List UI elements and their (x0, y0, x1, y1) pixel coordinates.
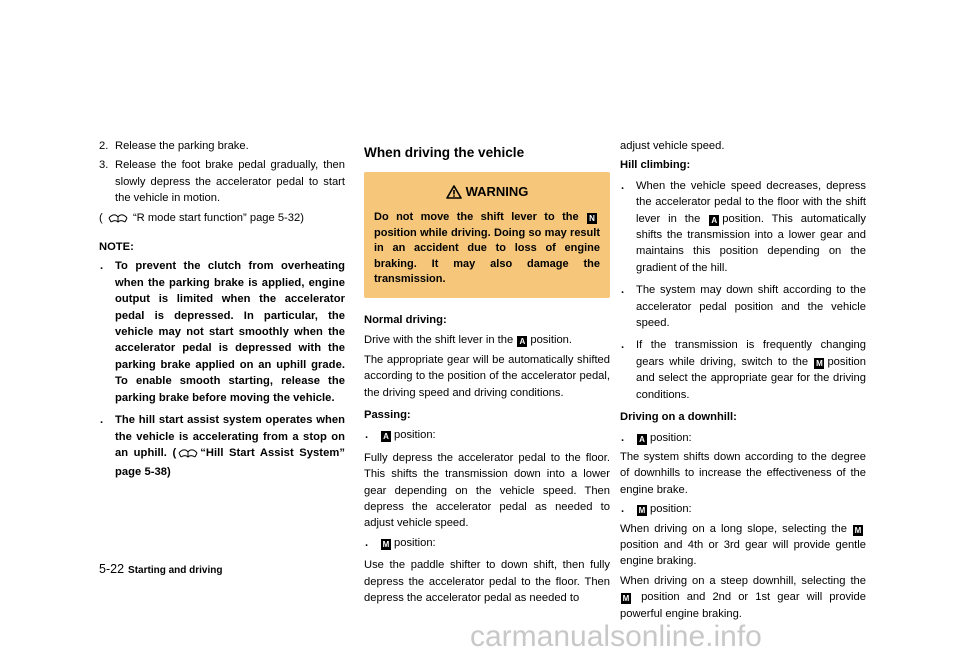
text: When the vehicle speed decreases, depress the accelerator pedal to the floor with the shift lever in the (636, 179, 866, 225)
reference-link[interactable]: “R mode start function” page 5-32) (132, 211, 304, 224)
note-item (99, 412, 345, 481)
text: position: (650, 503, 692, 516)
shift-key-badge: A (709, 215, 719, 226)
subheading: Driving on a downhill: (620, 411, 737, 424)
page-number: 5-22 (99, 562, 125, 576)
text: The system may down shift according to the accelerator pedal position and the vehicle speed. (636, 284, 866, 330)
text: position while driving. Doing so may result in an accident due to loss of engine braking. It may also damage the transmission. (374, 226, 600, 286)
bullet: . (621, 503, 625, 516)
step-2 (99, 138, 345, 154)
step-text: Release the parking brake. (115, 140, 249, 152)
column-right (620, 138, 866, 625)
list-item (620, 501, 866, 517)
paragraph (620, 573, 866, 622)
subheading: Normal driving: (364, 313, 447, 326)
paragraph: The appropriate gear will be automatically shifted according to the position of the accelerator pedal, the driving speed and driving conditions. (364, 353, 610, 399)
subheading: Hill climbing: (620, 159, 691, 172)
shift-key-badge: M (816, 358, 823, 368)
bullet: . (621, 284, 625, 297)
paragraph: adjust vehicle speed. (620, 140, 725, 152)
paragraph (364, 332, 610, 348)
text: position: (650, 431, 692, 444)
shift-key-badge: A (381, 431, 391, 442)
text: position and 2nd or 1st gear will provide powerful engine braking. (620, 591, 866, 620)
page-footer (99, 561, 222, 579)
note-label: NOTE: (99, 241, 134, 254)
shift-key-badge: M (854, 525, 862, 535)
text: Do not move the shift lever to the (374, 211, 579, 224)
section-title: Starting and driving (128, 565, 223, 576)
text: position: (394, 536, 436, 549)
text: position. (530, 334, 573, 347)
shift-key-badge: M (638, 506, 646, 516)
shift-key-badge: N (587, 213, 597, 224)
shift-key-badge: M (622, 594, 630, 604)
book-reference-icon (108, 212, 128, 229)
watermark: carmanualsonline.info (470, 620, 762, 653)
list-item (620, 430, 866, 446)
bullet: . (621, 179, 625, 192)
bullet: . (365, 429, 369, 442)
note-text: The hill start assist system operates when the vehicle is accelerating from a stop on an uphill. ( (115, 414, 345, 459)
shift-key-badge: M (382, 539, 390, 549)
paragraph: Use the paddle shifter to down shift, then fully depress the accelerator pedal to the floor. Then depress the accelerator pedal as needed to (364, 559, 610, 604)
warning-text (374, 210, 600, 288)
paragraph (620, 521, 866, 570)
reference-link[interactable]: “Hill Start Assist System” page 5-38) (115, 446, 345, 479)
paren: ( (99, 211, 103, 224)
bullet: . (621, 431, 625, 444)
warning-title (374, 184, 600, 200)
list-item (364, 427, 610, 443)
text: position. This automatically shifts the transmission into a lower gear and maintains this position depending on the gradient of the hill. (636, 212, 866, 274)
text: When driving on a steep downhill, selecting the (620, 574, 866, 587)
subheading: Passing: (364, 408, 411, 421)
list-item (620, 282, 866, 331)
step-number: 2. (99, 140, 109, 152)
warning-box (364, 172, 610, 298)
section-heading: When driving the vehicle (364, 145, 525, 160)
bullet: . (365, 536, 369, 549)
paragraph: The system shifts down according to the degree of downhills to increase the effectiveness of the engine brake. (620, 450, 866, 496)
step-text: Release the foot brake pedal gradually, then slowly depress the accelerator pedal to start the vehicle in motion. (115, 159, 345, 205)
text: position and select the appropriate gear for the driving conditions. (636, 355, 866, 401)
shift-key-badge: A (517, 336, 527, 347)
note-text: To prevent the clutch from overheating when the parking brake is applied, engine output is limited when the accelerator pedal is depressed. In particular, the vehicle may not start smoothly when the accelerator pedal is depressed with the parking brake applied on an uphill grade. To enable smooth starting, release the parking brake before moving the vehicle. (115, 260, 345, 404)
bullet: . (621, 339, 625, 352)
text: position: (394, 429, 436, 442)
book-reference-icon (178, 447, 198, 464)
text: Drive with the shift lever in the (364, 334, 514, 347)
step-3 (99, 157, 345, 206)
text: When driving on a long slope, selecting the (620, 522, 847, 535)
warning-triangle-icon (446, 185, 462, 199)
bullet: . (100, 260, 104, 273)
text: position and 4th or 3rd gear will provide gentle engine braking. (620, 538, 866, 568)
column-middle (364, 138, 610, 609)
shift-key-badge: A (637, 434, 647, 445)
bullet: . (100, 414, 104, 427)
paragraph: Fully depress the accelerator pedal to the floor. This shifts the transmission down into a lower gear depending on the vehicle speed. Then depress the accelerator pedal as needed to adjust vehicle speed. (364, 451, 610, 530)
cross-reference (99, 210, 345, 229)
warning-title-text: WARNING (465, 184, 529, 199)
text: If the transmission is frequently changing gears while driving, switch to the (636, 339, 866, 368)
column-left (99, 138, 345, 487)
list-item (620, 178, 866, 276)
list-item (364, 535, 610, 551)
note-item (99, 258, 345, 406)
list-item (620, 337, 866, 403)
step-number: 3. (99, 159, 109, 172)
